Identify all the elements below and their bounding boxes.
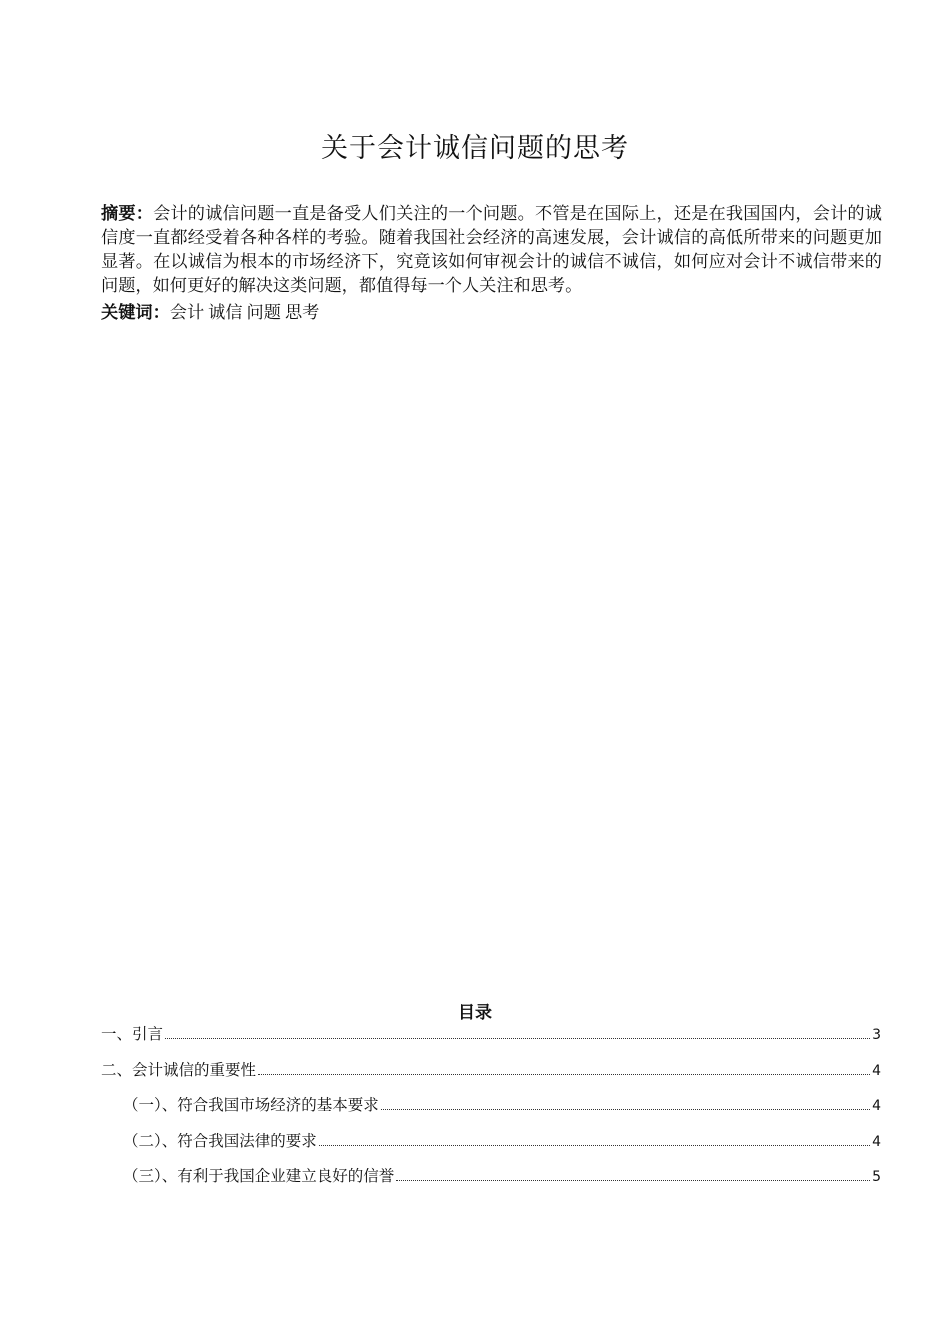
toc-entry[interactable] [101, 1058, 881, 1094]
toc-entry-page: 4 [872, 1062, 881, 1079]
toc-entry[interactable] [101, 1129, 881, 1165]
toc-entry-label: 一、引言 [101, 1025, 164, 1043]
toc-entry-page: 3 [872, 1027, 881, 1043]
toc-entry-label: （一）、符合我国市场经济的基本要求 [123, 1096, 379, 1114]
toc-entry-label: （二）、符合我国法律的要求 [123, 1131, 317, 1150]
toc-leader-dots [165, 1037, 870, 1039]
abstract-text: 会计的诚信问题一直是备受人们关注的一个问题。不管是在国际上，还是在我国国内，会计的诚信度一直都经受着各种各样的考验。随着我国社会经济的高速发展，会计诚信的高低所带来的问题更加显著。在以诚信为根本的市场经济下，究竟该如何审视会计的诚信不诚信，如何应对会计不诚信带来的问题，如何更好的解决这类问题，都值得每一个人关注和思考。 [101, 204, 882, 296]
abstract-label: 摘要： [101, 204, 154, 224]
toc-entry-page: 4 [872, 1133, 881, 1150]
toc-entry-label: （三）、有利于我国企业建立良好的信誉 [123, 1167, 395, 1185]
keywords-label: 关键词： [101, 303, 170, 323]
keyword: 会计 [169, 303, 205, 323]
toc-leader-dots [381, 1108, 870, 1110]
document-title: 关于会计诚信问题的思考 [321, 133, 629, 165]
toc-entry[interactable] [101, 1022, 881, 1058]
toc-entry-label: 二、会计诚信的重要性 [101, 1060, 257, 1079]
keyword: 诚信 [208, 303, 243, 323]
toc-leader-dots [396, 1179, 870, 1181]
keyword: 思考 [284, 303, 320, 323]
toc-heading: 目录 [458, 1003, 492, 1023]
toc-entry[interactable] [101, 1164, 881, 1200]
toc-leader-dots [258, 1073, 870, 1075]
toc-entry[interactable] [101, 1093, 881, 1129]
toc-entry-page: 4 [872, 1098, 881, 1114]
table-of-contents [101, 1022, 881, 1200]
abstract-paragraph [101, 202, 882, 298]
toc-leader-dots [319, 1144, 870, 1146]
toc-entry-page: 5 [872, 1169, 881, 1185]
keywords-line [101, 301, 323, 325]
keyword: 问题 [246, 303, 281, 323]
